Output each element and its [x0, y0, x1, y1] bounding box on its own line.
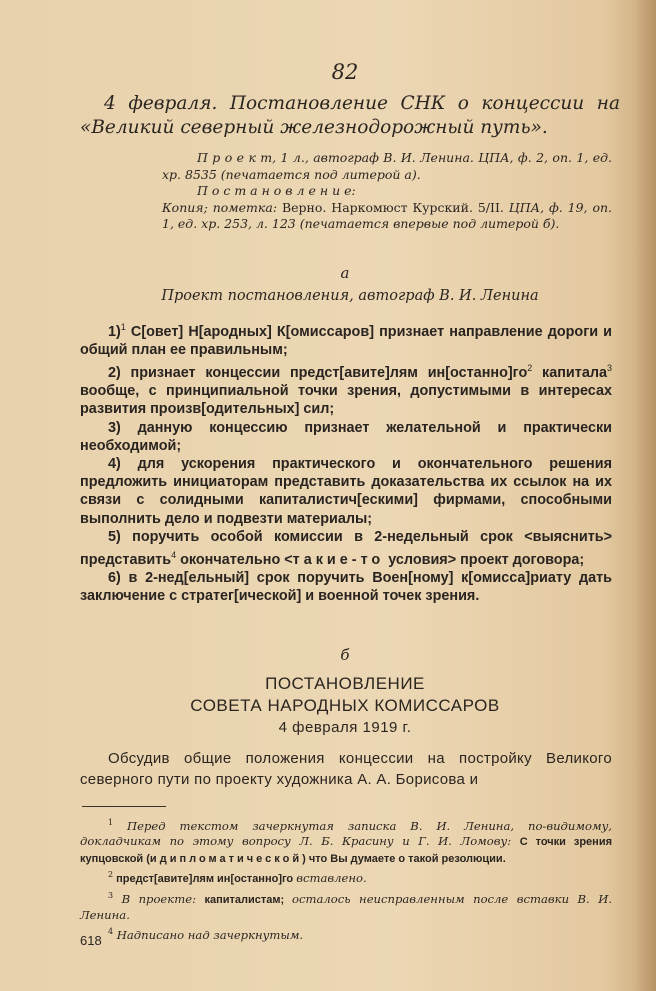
- footnotes: [80, 815, 612, 943]
- archive-copy-line: [162, 200, 612, 233]
- page-spine-shadow: [634, 0, 656, 991]
- footnote-3-italic: В проекте:: [113, 891, 205, 906]
- footnote-4-italic: Надписано над зачеркнутым.: [113, 927, 304, 942]
- footnote-1-quote: С точки зрения купцовской (и: [80, 836, 612, 865]
- draft-item-3: 3) данную концессию признает желательной и практически необходимой;: [80, 419, 612, 454]
- decree-paragraph-text: Обсудив общие положения концессии на постройку Великого северного пути по проекту художника А. А. Борисова и: [80, 750, 612, 788]
- decree-date: 4 февраля 1919 г.: [278, 719, 412, 736]
- section-a-subtitle: Проект постановления, автограф В. И. Ленина: [161, 288, 539, 304]
- footnote-ref-2: 2: [527, 363, 533, 374]
- archive-copy-a: Копия; пометка:: [162, 199, 282, 215]
- archive-note: [162, 150, 612, 233]
- draft-item-4: 4) для ускорения практического и окончательного решения предложить инициаторам представить доказательства их ссылок на их связи с солидными капиталистич[ескими] фирмами, способными выполнить дело и подвезти материалы;: [80, 456, 612, 527]
- draft-item-2-text-c: вообще, с принципиальной точки зрения, допустимыми в интересах развития произв[одительных] сил;: [80, 383, 612, 418]
- footnote-3: [80, 888, 612, 924]
- archive-project-label: П р о е к т,: [197, 150, 277, 165]
- footnote-ref-3: 3: [606, 363, 612, 374]
- draft-item-1: [80, 318, 612, 359]
- footnote-3-quote: капиталистам;: [204, 893, 293, 906]
- page-number: 618: [80, 933, 102, 948]
- archive-copy-upright: Верно. Наркомюст Курский. 5/II.: [281, 199, 504, 215]
- decree-paragraph: [80, 748, 612, 790]
- footnote-2: [80, 867, 612, 887]
- archive-decree-label: П о с т а н о в л е н и е:: [197, 183, 356, 198]
- footnote-1-num: 1: [108, 818, 114, 827]
- draft-item-5-spaced: такие-то: [292, 551, 385, 568]
- section-b-letter: б: [340, 646, 350, 664]
- footnote-2-quote: предст[авите]лям ин[останно]го: [113, 873, 297, 886]
- archive-copy-b: ЦПА, ф. 19, оп. 1, ед. хр. 253, л. 123 (печатается впервые под литерой б).: [162, 199, 613, 231]
- footnote-4-num: 4: [108, 926, 114, 936]
- section-a-letter: а: [340, 264, 350, 282]
- document-number: 82: [331, 60, 359, 84]
- footnote-4: [80, 924, 612, 943]
- footnote-ref-1: 1: [120, 322, 126, 332]
- footnote-3-italic-2: осталось неисправленным после вставки В. И. Ленина.: [80, 891, 613, 923]
- draft-item-5: [80, 528, 612, 569]
- draft-item-2: [80, 359, 612, 418]
- draft-item-1-num: 1): [108, 323, 121, 340]
- footnote-2-num: 2: [108, 870, 114, 880]
- archive-project-line: [162, 150, 612, 183]
- draft-item-5-text-a: 5) поручить особой комиссии в 2-недельный срок <выяснить> представить: [80, 528, 612, 568]
- draft-item-2-text-b: капитала: [532, 365, 607, 381]
- draft-item-1-text: С[овет] Н[ародных] К[омиссаров] признает направление дороги и общий план ее правильным;: [80, 323, 612, 358]
- archive-project-text: 1 л., автограф В. И. Ленина. ЦПА, ф. 2, оп. 1, ед. хр. 8535 (печатается под литерой а).: [162, 150, 613, 182]
- document-title: 4 февраля. Постановление СНК о концессии на «Великий северный железнодорожный путь».: [80, 93, 620, 138]
- footnote-rule: [82, 806, 166, 807]
- draft-resolution-text: [80, 318, 612, 605]
- decree-heading-line-1: ПОСТАНОВЛЕНИЕ: [265, 674, 425, 693]
- footnote-1-quote-end: ) что Вы думаете о такой резолюции.: [302, 852, 506, 865]
- draft-item-5-text-c: условия> проект договора;: [384, 551, 585, 568]
- decree-heading-line-2: СОВЕТА НАРОДНЫХ КОМИССАРОВ: [190, 696, 500, 715]
- footnote-1: [80, 815, 612, 867]
- draft-item-6: 6) в 2-нед[ельный] срок поручить Воен[ному] к[омисса]риату дать заключение с стратег[ической] и военной точек зрения.: [80, 570, 612, 605]
- footnote-2-italic: вставлено.: [296, 871, 367, 886]
- footnote-1-spaced: дипломатической: [159, 852, 303, 865]
- draft-item-5-text-b: окончательно <: [176, 551, 293, 568]
- footnote-3-num: 3: [108, 890, 114, 900]
- decree-heading: [80, 673, 610, 739]
- footnote-ref-4: 4: [171, 550, 177, 561]
- draft-item-2-text-a: 2) признает концессии предст[авите]лям ин[останно]го: [108, 365, 528, 381]
- footnote-1-italic: Перед текстом зачеркнутая записка В. И. Ленина, по-видимому, докладчикам по этому вопросу Л. Б. Красину и Г. И. Ломову:: [80, 818, 612, 849]
